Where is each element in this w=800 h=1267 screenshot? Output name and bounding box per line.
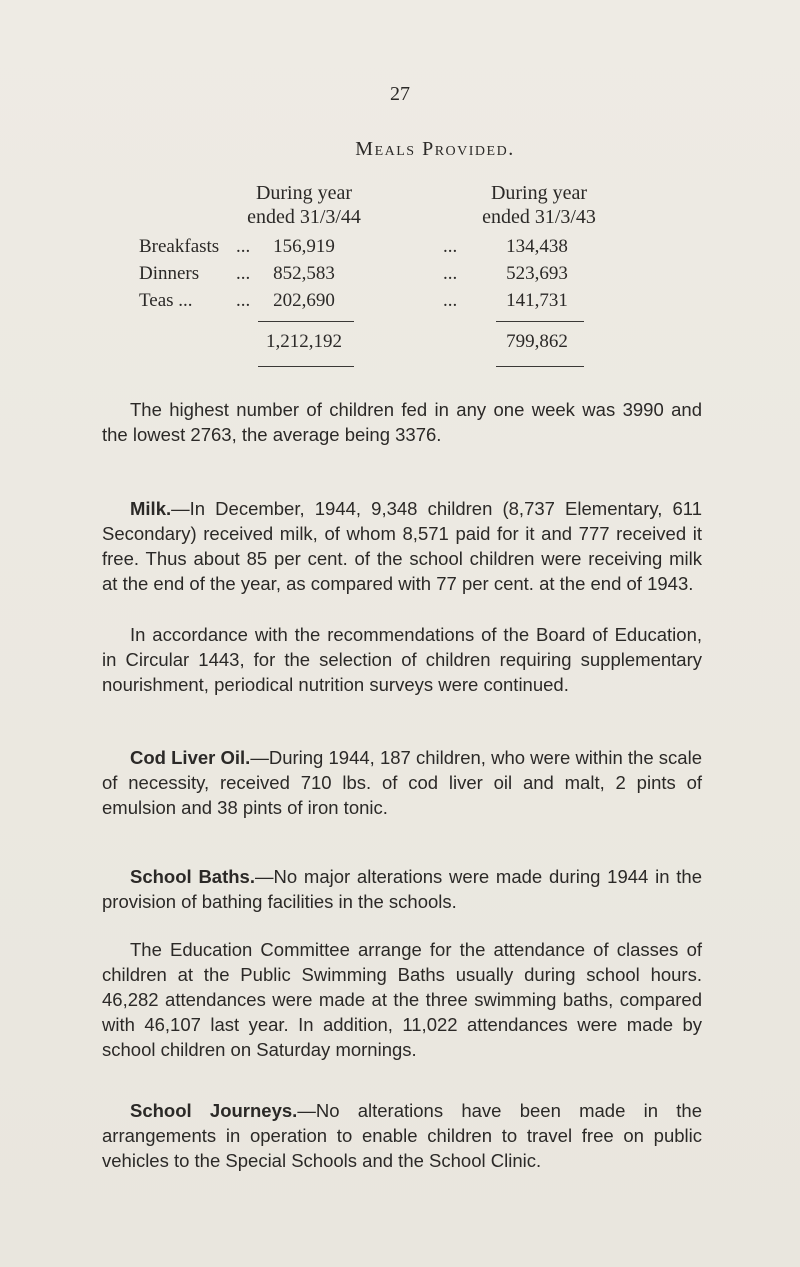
paragraph-heading-school-baths: School Baths. [130, 866, 255, 887]
paragraph-heading-cod-liver-oil: Cod Liver Oil. [130, 747, 251, 768]
value-teas-1944: 202,690 [273, 290, 335, 311]
value-dinners-1944: 852,583 [273, 263, 335, 284]
column-header-line: ended 31/3/44 [247, 206, 361, 228]
paragraph-board-of-education: In accordance with the recommendations of the Board of Education, in Circular 1443, for the selection of children requiring supplementary nourishment, periodical nutrition surveys were continued. [102, 624, 702, 695]
paragraph-milk [102, 496, 702, 596]
column-header-line: During year [490, 182, 588, 204]
paragraph-meals-summary: The highest number of children fed in any one week was 3990 and the lowest 2763, the average being 3376. [102, 399, 702, 445]
table-title: Meals Provided. [355, 138, 515, 160]
row-label-dinners: Dinners [139, 263, 200, 284]
paragraph-education-committee: The Education Committee arrange for the attendance of classes of children at the Public Swimming Baths usually during school hours. 46,282 attendances were made at the three swimming baths, compared with 46,107 last year. In addition, 11,022 attendances were made by school children on Saturday mornings. [102, 939, 702, 1060]
column-header-1943 [464, 181, 614, 229]
value-dinners-1943: 523,693 [506, 263, 568, 284]
paragraph-heading-school-journeys: School Journeys. [130, 1100, 298, 1121]
total-rule-top-1944 [258, 321, 354, 322]
leader-dots: ... [236, 263, 251, 284]
paragraph-cod-liver-oil [102, 745, 702, 820]
value-teas-1943: 141,731 [506, 290, 568, 311]
page-number: 27 [390, 83, 410, 105]
paragraph-heading-milk: Milk. [130, 498, 172, 519]
column-header-1944 [234, 181, 374, 229]
leader-dots: ... [236, 236, 251, 257]
total-rule-top-1943 [496, 321, 584, 322]
column-header-line: ended 31/3/43 [482, 206, 596, 228]
total-1943: 799,862 [506, 331, 568, 352]
row-label-breakfasts: Breakfasts [139, 236, 220, 257]
paragraph-school-journeys [102, 1098, 702, 1173]
column-header-line: During year [255, 182, 353, 204]
total-rule-bottom-1943 [496, 366, 584, 367]
leader-dots: ... [443, 290, 458, 311]
value-breakfasts-1943: 134,438 [506, 236, 568, 257]
total-1944: 1,212,192 [266, 331, 342, 352]
paragraph-body: —No alterations have been made in the arrangements in operation to enable children to travel free on public vehicles to the Special Schools and the School Clinic. [102, 1100, 702, 1171]
paragraph-body: —In December, 1944, 9,348 children (8,737 Elementary, 611 Secondary) received milk, of whom 8,571 paid for it and 777 received it free. Thus about 85 per cent. of the school children were receiving milk at the end of the year, as compared with 77 per cent. at the end of 1943. [102, 498, 702, 594]
paragraph-school-baths [102, 864, 702, 914]
leader-dots: ... [443, 263, 458, 284]
paragraph-body: —During 1944, 187 children, who were within the scale of necessity, received 710 lbs. of cod liver oil and malt, 2 pints of emulsion and 38 pints of iron tonic. [102, 747, 702, 818]
total-rule-bottom-1944 [258, 366, 354, 367]
value-breakfasts-1944: 156,919 [273, 236, 335, 257]
row-label-teas: Teas ... [139, 290, 193, 311]
paragraph-body: —No major alterations were made during 1944 in the provision of bathing facilities in the schools. [102, 866, 702, 912]
leader-dots: ... [236, 290, 251, 311]
leader-dots: ... [443, 236, 458, 257]
